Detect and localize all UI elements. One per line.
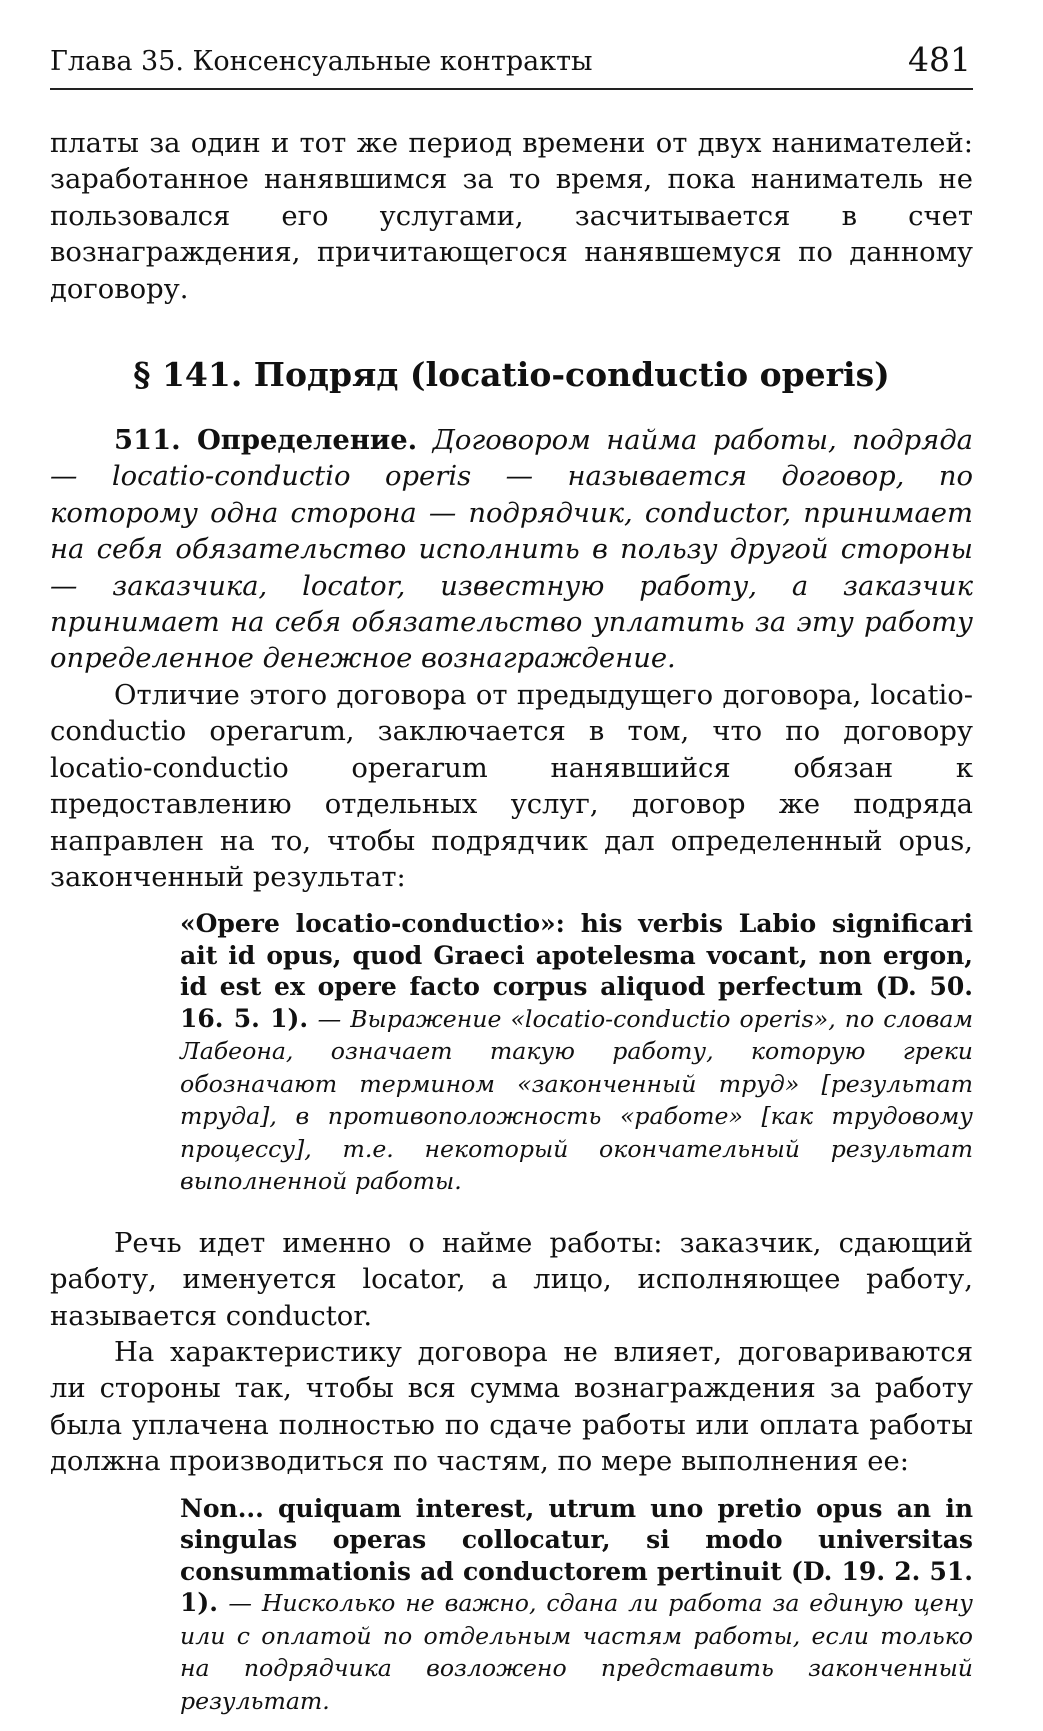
page-body <box>50 126 973 1731</box>
paragraph-hire: Речь идет именно о найме работы: заказчик, сдающий работу, именуется locator, а лицо, исполняющее работу, называется conductor. <box>50 1227 973 1332</box>
quote-block-2 <box>180 1493 973 1718</box>
quote-2-translation: — Нисколько не важно, сдана ли работа за единую цену или с оплатой по отдельным частям работы, если только на подрядчика возложено представить законченный результат. <box>180 1589 973 1715</box>
paragraph-continued: платы за один и тот же период времени от двух нанимателей: заработанное нанявшимся за то время, пока наниматель не пользовался его услугами, засчитывается в счет вознаграждения, причитающегося нанявшемуся по данному договору. <box>50 128 973 305</box>
page-number: 481 <box>908 40 971 79</box>
quote-2-latin: Non... quiquam interest, utrum uno pretio opus an in singulas operas collocatur, si modo universitas consummationis ad conductorem pertinuit (D. 19. 2. 51. 1). <box>180 1493 973 1618</box>
definition-paragraph <box>50 422 973 678</box>
book-page <box>50 0 974 1715</box>
definition-text: Договором найма работы, подряда — locatio-conductio operis — называется договор, по которому одна сторона — подрядчик, conductor, принимает на себя обязательство исполнить в пользу другой стороны — заказчика, locator, известную работу, а заказчик принимает на себя обязательство уплатить за эту работу определенное денежное вознаграждение. <box>50 425 974 675</box>
paragraph-difference: Отличие этого договора от предыдущего договора, locatio-conductio operarum, заключается в том, что по договору locatio-conductio operarum нанявшийся обязан к предоставлению отдельных услуг, договор же подряда направлен на то, чтобы подрядчик дал определенный opus, законченный результат: <box>50 679 973 893</box>
page-header <box>50 38 973 90</box>
quote-block-1 <box>180 908 973 1198</box>
quote-1-translation: — Выражение «locatio-conductio operis», по словам Лабеона, означает такую работу, которую греки обозначают термином «законченный труд» [результат труда], в противоположность «работе» [как трудовому процессу], т.е. некоторый окончательный результат выполненной работы. <box>180 1004 974 1196</box>
paragraph-payment: На характеристику договора не влияет, договариваются ли стороны так, чтобы вся сумма вознаграждения за работу была уплачена полностью по сдаче работы или оплата работы должна производиться по частям, по мере выполнения ее: <box>50 1337 973 1478</box>
running-title: Глава 35. Консенсуальные контракты <box>50 46 593 77</box>
section-heading: § 141. Подряд (locatio-conductio operis) <box>133 355 890 395</box>
quote-1-latin: «Opere locatio-conductio»: his verbis Labio significari ait id opus, quod Graeci apotelesma vocant, non ergon, id est ex opere facto corpus aliquod perfectum (D. 50. 16. 5. 1). <box>180 909 973 1033</box>
definition-term: 511. Определение. <box>114 424 418 457</box>
